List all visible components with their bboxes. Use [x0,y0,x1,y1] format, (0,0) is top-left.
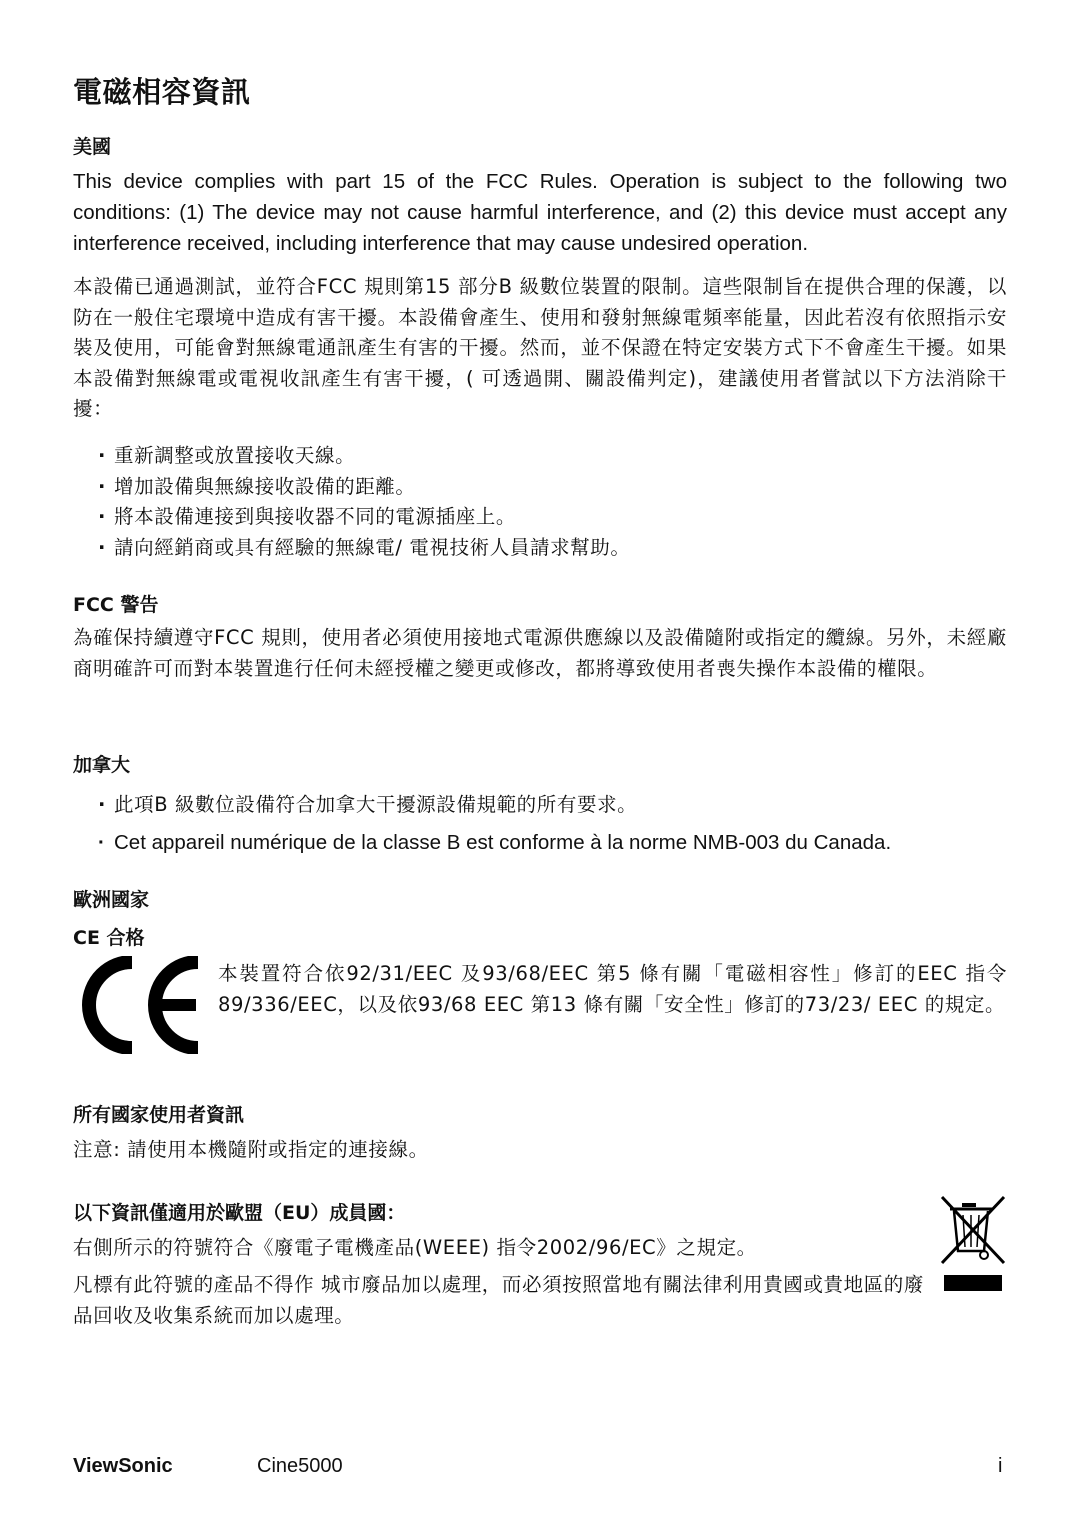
footer-brand: ViewSonic [73,1455,173,1477]
list-item: · Cet appareil numérique de la classe B est conforme à la norme NMB-003 du Canada. [98,824,891,862]
canada-list [98,786,891,862]
cable-note: 注意: 請使用本機隨附或指定的連接線。 [73,1138,429,1161]
weee-disposal-paragraph: 凡標有此符號的產品不得作 城市廢品加以處理，而必須按照當地有關法律利用貴國或貴地區的廢品回收及收集系統而加以處理。 [73,1273,924,1327]
europe-heading: 歐洲國家 [73,889,150,911]
list-item: · 增加設備與無線接收設備的距離。 [98,472,630,503]
page-title: 電磁相容資訊 [73,75,251,109]
weee-bin-icon [938,1193,1008,1295]
fcc-warning-heading: FCC 警告 [73,594,159,616]
ce-heading: CE 合格 [73,927,145,949]
interference-remedy-list [98,441,630,563]
ce-compliance-paragraph: 本裝置符合依92/31/EEC 及93/68/EEC 第5 條有關「電磁相容性」修訂的EEC 指令89/336/EEC，以及依93/68 EEC 第13 條有關「安全性」修訂的73/23/ EEC 的規定。 [218,962,1007,1016]
eu-only-heading: 以下資訊僅適用於歐盟（EU）成員國： [73,1202,406,1224]
list-item: · 此項B 級數位設備符合加拿大干擾源設備規範的所有要求。 [98,786,891,824]
fcc-warning-paragraph: 為確保持續遵守FCC 規則，使用者必須使用接地式電源供應線以及設備隨附或指定的纜線。另外，未經廠商明確許可而對本裝置進行任何未經授權之變更或修改，都將導致使用者喪失操作本設備的權限。 [73,626,1007,680]
usa-heading: 美國 [73,136,112,158]
list-item: · 重新調整或放置接收天線。 [98,441,630,472]
canada-heading: 加拿大 [73,754,131,776]
weee-directive-line: 右側所示的符號符合《廢電子電機產品(WEEE) 指令2002/96/EC》之規定。 [73,1236,757,1259]
fcc-chinese-paragraph: 本設備已通過測試，並符合FCC 規則第15 部分B 級數位裝置的限制。這些限制旨在提供合理的保護，以防在一般住宅環境中造成有害干擾。本設備會產生、使用和發射無線電頻率能量，因此若沒有依照指示安裝及使用，可能會對無線電通訊產生有害的干擾。然而，並不保證在特定安裝方式下不會產生干擾。如果本設備對無線電或電視收訊產生有害干擾，( 可透過開、關設備判定)，建議使用者嘗試以下方法消除干擾： [73,275,1007,420]
footer-model: Cine5000 [257,1455,343,1477]
footer-page-number: i [998,1455,1003,1477]
list-item: · 將本設備連接到與接收器不同的電源插座上。 [98,502,630,533]
fcc-english-paragraph: This device complies with part 15 of the FCC Rules. Operation is subject to the following two conditions: (1) The device may not cause harmful interference, and (2) this device must accept any interference received, including interference that may cause undesired operation. [73,170,1007,255]
ce-mark-logo [70,956,210,1054]
list-item: · 請向經銷商或具有經驗的無線電/ 電視技術人員請求幫助。 [98,533,630,564]
all-countries-heading: 所有國家使用者資訊 [73,1104,245,1126]
